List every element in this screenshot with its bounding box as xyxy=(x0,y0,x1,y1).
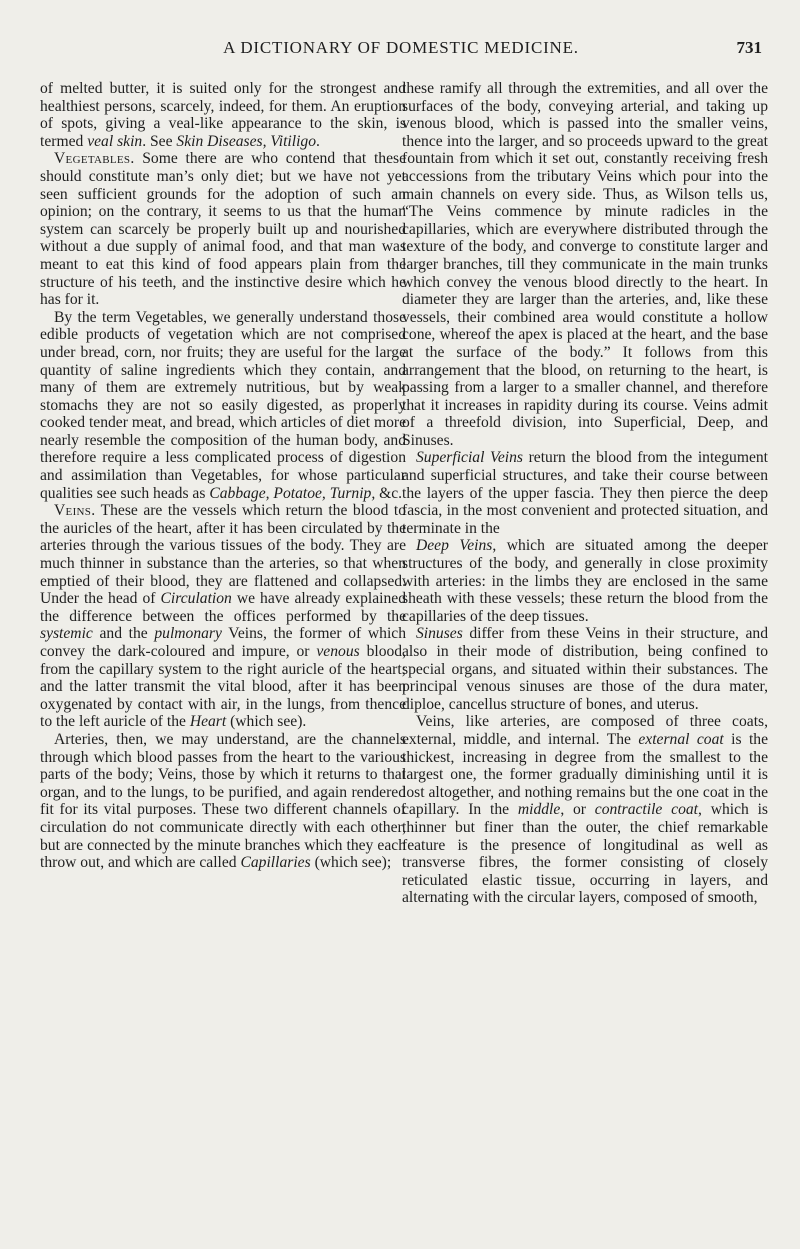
entry-vegetables xyxy=(40,150,406,308)
paragraph-text: of melted butter, it is suited only for the strongest and healthiest persons, scarcely, indeed, for them. An eruption of spots, giving a veal-like appearance to the skin, is termed xyxy=(40,80,406,150)
subheading-deep-veins: Deep Veins xyxy=(416,537,493,555)
paragraph-text: , which is thinner but finer than the outer, the chief remarkable feature is the presence of longitudinal as well as transverse fibres, the former consisting of closely reticulated elastic tissue, occurring in layers, and alternating with the circular layers, composed of smooth, xyxy=(402,801,768,907)
subheading-sinuses: Sinuses xyxy=(416,625,463,643)
page-number: 731 xyxy=(736,38,762,57)
cross-reference: Skin Diseases, Vitiligo xyxy=(176,132,317,150)
term-venous: venous xyxy=(316,643,360,660)
running-title: A DICTIONARY OF DOMESTIC MEDICINE. xyxy=(223,38,579,57)
paragraph-ramify: these ramify all through the extremities, and all over the surfaces of the body, conveying arterial, and taking up venous blood, which is passed into the smaller veins, thence into the larger, and so proceeds upward to the great fountain from which it set out, constantly receiving fresh accessions from the tributary Veins which pour into the main channels on every side. Thus, as Wilson tells us, “The Veins commence by minute radicles in the capillaries, which are everywhere distributed through the texture of the body, and converge to constitute larger and larger branches, till they communicate in the main trunks which convey the venous blood directly to the heart. In diameter they are larger than the arteries, and, like these vessels, their combined area would constitute a hollow cone, whereof the apex is placed at the heart, and the base at the surface of the body.” It follows from this arrangement that the blood, on returning to the heart, is passing from a larger to a smaller channel, and therefore that it increases in rapidity during its course. Veins admit of a threefold division, into Superficial, Deep, and Sinuses. xyxy=(402,80,768,449)
paragraph-deep-veins xyxy=(402,537,768,625)
entry-text: blood, from the capillary system to the right auricle of the heart; and the latter transmit the vital blood, after it has been oxygenated by contact with air, in the lungs, from thence to the left auricle of the xyxy=(40,643,406,731)
paragraph-vegetables-term xyxy=(40,309,406,503)
right-column xyxy=(402,80,768,907)
paragraph-text: is the thickest, increasing in degree from the smallest to the largest one, the former gradually diminishing until it is lost altogether, and nothing remains but the one coat in the capillary. In the xyxy=(402,730,769,819)
paragraph-text: , which are situated among the deeper structures of the body, and generally in close proximity with arteries: in the limbs they are enclosed in the same sheath with these vessels; these return the blood from the capillaries of the deep tissues. xyxy=(402,537,769,625)
cross-reference: Capillaries xyxy=(240,854,311,872)
paragraph-text: &c. xyxy=(375,484,403,502)
paragraph-text: By the term Vegetables, we generally understand those edible products of vegetation which are not comprised under bread, corn, nor fruits; they are useful for the large quantity of saline ingredients which they contain, and many of them are extremely nutritious, but by weak stomachs they are not so easily digested, as properly cooked tender meat, and bread, which articles of diet more nearly resemble the composition of the human body, and therefore require a less complicated process of digestion and assimilation than Vegetables, for whose particular qualities see such heads as xyxy=(40,308,406,502)
left-column xyxy=(40,80,406,872)
paragraph-text: Arteries, then, we may understand, are the channels through which blood passes from the heart to the various parts of the body; Veins, those by which it returns to that organ, and to the lungs, to be purified, and again rendered fit for its vital purposes. These two different channels of circulation do not communicate directly with each other, but are connected by the minute branches which they each throw out, and which are called xyxy=(40,730,406,872)
page-header xyxy=(40,38,762,62)
paragraph-text: Veins, like arteries, are composed of three coats, external, middle, and internal. The xyxy=(402,713,768,748)
entry-text: (which see). xyxy=(226,713,307,731)
entry-text: Veins, the former of which convey the dark-coloured and impure, or xyxy=(40,625,406,660)
subheading-superficial-veins: Superficial Veins xyxy=(416,449,523,467)
term-veal-skin: veal skin xyxy=(87,132,143,150)
paragraph-veal-skin xyxy=(40,80,406,150)
paragraph-text: . See xyxy=(142,132,177,150)
term-middle: middle xyxy=(517,801,561,819)
paragraph-text: , or xyxy=(560,801,595,819)
cross-reference: Cabbage, Potatoe, Turnip, xyxy=(209,484,376,502)
entry-text: and the xyxy=(92,625,155,643)
paragraph-text: (which see); xyxy=(310,854,392,872)
entry-text: Some there are who contend that these should constitute man’s only diet; but we have not yet seen sufficient grounds for the adoption of such an opinion; on the contrary, it seems to us that the human system can scarcely be properly built up and nourished without a due supply of animal food, and that man was meant to eat this kind of food appears plain from the structure of his teeth, and the instinctive desire which he has for it. xyxy=(40,150,406,309)
entry-heading-vegetables: Vegetables. xyxy=(54,150,135,168)
term-pulmonary: pulmonary xyxy=(154,625,222,643)
entry-heading-veins: Veins. xyxy=(54,502,96,520)
term-contractile-coat: contractile coat xyxy=(594,801,698,819)
entry-veins xyxy=(40,502,406,731)
paragraph-vein-coats xyxy=(402,713,768,907)
cross-reference: Circulation xyxy=(160,590,232,608)
entry-text: These are the vessels which return the blood to the auricles of the heart, after it has been circulated by the arteries through the various tissues of the body. They are much thinner in substance than the arteries, so that when emptied of their blood, they are flattened and collapsed. Under the head of xyxy=(40,502,406,608)
paragraph-superficial-veins xyxy=(402,449,768,537)
term-external-coat: external coat xyxy=(638,730,724,748)
paragraph-text: differ from these Veins in their structure, and also in their mode of distribution, being confined to special organs, and situated within their substances. The principal venous sinuses are those of the dura mater, diploe, cancellus structure of bones, and uterus. xyxy=(402,625,768,713)
paragraph-sinuses xyxy=(402,625,768,713)
entry-text: we have already explained the difference between the offices performed by the xyxy=(40,590,407,625)
paragraph-arteries xyxy=(40,731,406,872)
paragraph-text: . xyxy=(316,132,320,150)
cross-reference: Heart xyxy=(189,713,227,731)
term-systemic: systemic xyxy=(40,625,93,643)
paragraph-text: return the blood from the integument and superficial structures, and take their course between the layers of the upper fascia. They then pierce the deep fascia, in the most convenient and protected situation, and terminate in the xyxy=(402,449,768,537)
